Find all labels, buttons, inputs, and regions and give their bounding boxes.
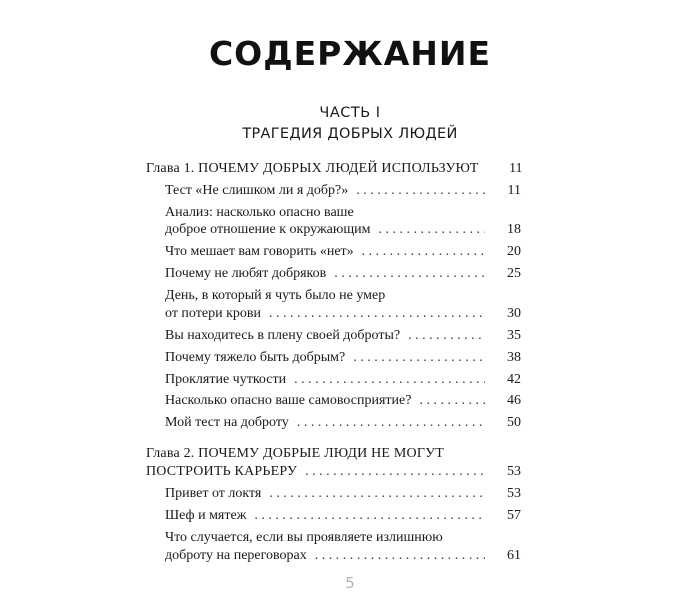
toc-entry <box>165 485 521 503</box>
entry-title-line1: День, в который я чуть было не умер <box>165 288 386 303</box>
dot-leader <box>356 182 485 200</box>
toc-entry <box>165 182 521 200</box>
part-title: ТРАГЕДИЯ ДОБРЫХ ЛЮДЕЙ <box>242 126 458 142</box>
entry-page: 18 <box>507 222 521 237</box>
chapter-2-page: 53 <box>507 464 521 479</box>
entry-title: Что мешает вам говорить «нет» <box>165 244 354 259</box>
toc-entry <box>165 349 521 367</box>
entry-title-line1: Анализ: насколько опасно ваше <box>165 205 354 220</box>
entry-title: доброе отношение к окружающим <box>165 222 371 237</box>
entry-title: Шеф и мятеж <box>165 508 247 523</box>
entry-title: Насколько опасно ваше самовосприятие? <box>165 393 412 408</box>
dot-leader <box>315 547 485 565</box>
chapter-2-entry <box>146 463 521 481</box>
dot-leader <box>269 485 485 503</box>
toc-entry <box>165 547 521 565</box>
entry-page: 38 <box>507 350 521 365</box>
part-number: ЧАСТЬ I <box>319 105 381 121</box>
entry-page: 30 <box>507 306 521 321</box>
dot-leader <box>254 507 485 525</box>
dot-leader <box>297 414 485 432</box>
chapter-1-title: Глава 1. ПОЧЕМУ ДОБРЫХ ЛЮДЕЙ ИСПОЛЬЗУЮТ <box>146 161 479 176</box>
dot-leader <box>378 221 485 239</box>
chapter-2-title: ПОСТРОИТЬ КАРЬЕРУ <box>146 464 298 479</box>
chapter-2-entry-line1 <box>146 445 521 463</box>
entry-title: Мой тест на доброту <box>165 415 289 430</box>
dot-leader <box>305 463 485 481</box>
entry-page: 50 <box>507 415 521 430</box>
toc-entry <box>165 243 521 261</box>
entry-title: Проклятие чуткости <box>165 372 287 387</box>
dot-leader <box>353 349 485 367</box>
entry-page: 57 <box>507 508 521 523</box>
page-title: СОДЕРЖАНИЕ <box>208 34 492 73</box>
entry-page: 46 <box>507 393 521 408</box>
toc-entry <box>165 265 521 283</box>
entry-title: Вы находитесь в плену своей доброты? <box>165 328 401 343</box>
dot-leader <box>294 371 485 389</box>
chapter-1-entry <box>146 160 521 178</box>
page-number: 5 <box>345 574 355 592</box>
entry-title: доброту на переговорах <box>165 548 307 563</box>
entry-page: 25 <box>507 266 521 281</box>
toc-entry <box>165 305 521 323</box>
toc-entry <box>165 507 521 525</box>
entry-title: Почему тяжело быть добрым? <box>165 350 346 365</box>
dot-leader <box>269 305 485 323</box>
entry-page: 53 <box>507 486 521 501</box>
toc-entry <box>165 414 521 432</box>
toc-entry <box>165 221 521 239</box>
entry-page: 61 <box>507 548 521 563</box>
chapter-2-title-line1: Глава 2. ПОЧЕМУ ДОБРЫЕ ЛЮДИ НЕ МОГУТ <box>146 446 444 461</box>
dot-leader <box>362 243 485 261</box>
dot-leader <box>334 265 485 283</box>
toc-entry <box>165 327 521 345</box>
chapter-1-page: 11 <box>509 161 523 176</box>
entry-page: 42 <box>507 372 521 387</box>
toc-entry <box>165 392 521 410</box>
dot-leader <box>408 327 485 345</box>
entry-page: 35 <box>507 328 521 343</box>
entry-page: 20 <box>507 244 521 259</box>
entry-title: Привет от локтя <box>165 486 262 501</box>
toc-entry-line1 <box>165 529 521 547</box>
toc-entry-line1 <box>165 287 521 305</box>
entry-page: 11 <box>507 183 521 198</box>
entry-title: Тест «Не слишком ли я добр?» <box>165 183 349 198</box>
entry-title: от потери крови <box>165 306 261 321</box>
entry-title: Почему не любят добряков <box>165 266 327 281</box>
dot-leader <box>419 392 485 410</box>
toc-entry <box>165 371 521 389</box>
toc-entry-line1 <box>165 204 521 222</box>
entry-title-line1: Что случается, если вы проявляете излишнюю <box>165 530 443 545</box>
